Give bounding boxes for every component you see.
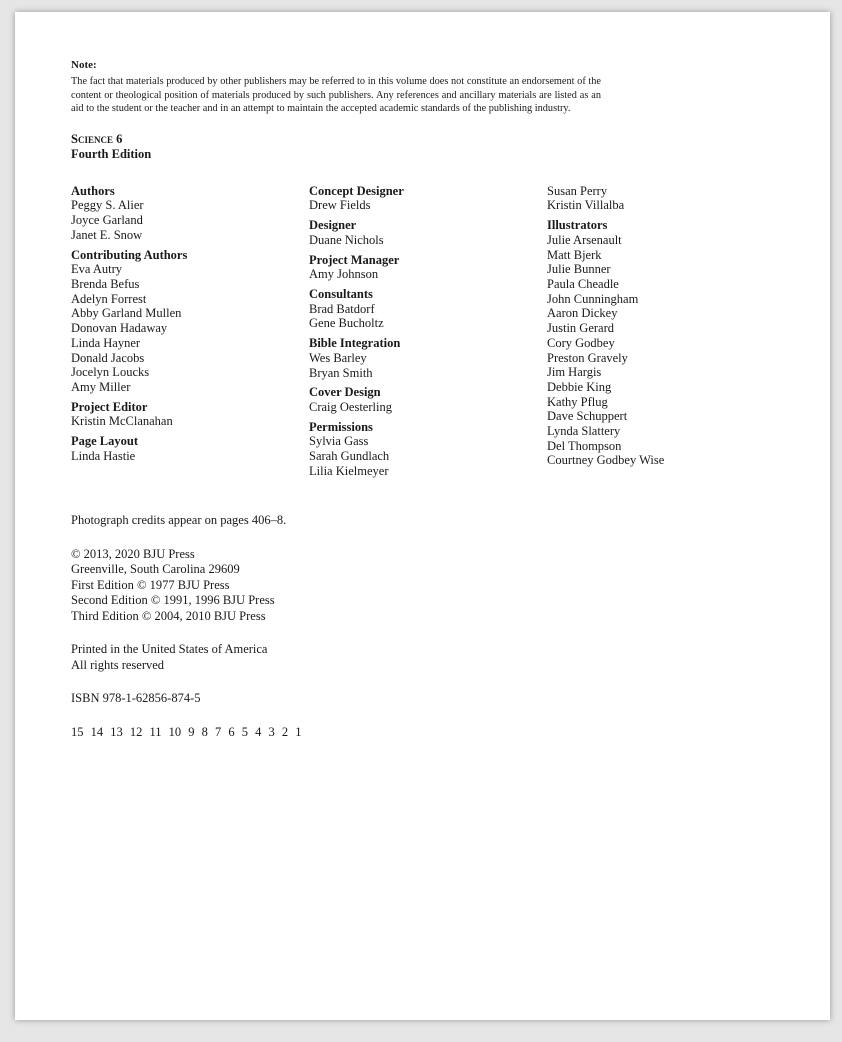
credit-name: Lynda Slattery [547, 424, 621, 439]
credit-group [547, 184, 747, 213]
printing-numbers: 15 14 13 12 11 10 9 8 7 6 5 4 3 2 1 [71, 724, 302, 739]
credit-name: Joyce Garland [71, 213, 143, 228]
credit-group [309, 336, 547, 380]
credit-name: Linda Hayner [71, 335, 141, 350]
credit-group [71, 184, 309, 243]
credit-group [71, 400, 309, 429]
book-title-block [71, 132, 771, 162]
book-title: Science 6 [71, 131, 123, 146]
credit-name: Drew Fields [309, 198, 371, 213]
credit-name: Eva Autry [71, 262, 123, 277]
edition-label: Fourth Edition [71, 146, 152, 161]
credit-name: Del Thompson [547, 438, 622, 453]
edition-history-line: Second Edition © 1991, 1996 BJU Press [71, 593, 275, 608]
credit-group [71, 248, 309, 395]
isbn: ISBN 978-1-62856-874-5 [71, 691, 201, 706]
credit-name: Duane Nichols [309, 232, 384, 247]
credit-name: Adelyn Forrest [71, 291, 147, 306]
copyright-block [71, 547, 771, 625]
copyright-line: © 2013, 2020 BJU Press [71, 546, 195, 561]
credit-name: Justin Gerard [547, 321, 614, 336]
credit-name: Sylvia Gass [309, 434, 369, 449]
credit-group [547, 218, 747, 468]
credit-name: Gene Bucholtz [309, 316, 384, 331]
credit-group [309, 287, 547, 331]
credit-role-heading: Bible Integration [309, 336, 401, 351]
credit-name: Kathy Pflug [547, 394, 608, 409]
credit-name: Debbie King [547, 379, 612, 394]
credit-name: Dave Schuppert [547, 409, 628, 424]
credit-group [309, 253, 547, 282]
credit-group [309, 184, 547, 213]
credit-name: Aaron Dickey [547, 306, 618, 321]
publisher-address: Greenville, South Carolina 29609 [71, 562, 240, 577]
credit-role-heading: Designer [309, 218, 357, 233]
credit-role-heading: Project Manager [309, 252, 400, 267]
credit-name: Courtney Godbey Wise [547, 453, 665, 468]
credit-role-heading: Concept Designer [309, 183, 404, 198]
rights-line: All rights reserved [71, 657, 165, 672]
credit-name: Abby Garland Mullen [71, 306, 182, 321]
credit-name: Bryan Smith [309, 365, 373, 380]
credit-name: Donovan Hadaway [71, 321, 168, 336]
credit-name: Janet E. Snow [71, 227, 143, 242]
credit-name: Brenda Befus [71, 277, 140, 291]
credit-group [309, 218, 547, 247]
credit-name: Kristin Villalba [547, 198, 625, 213]
credit-name: Matt Bjerk [547, 247, 602, 262]
credit-role-heading: Consultants [309, 287, 373, 301]
credit-name: Amy Miller [71, 379, 131, 394]
credit-role-heading: Project Editor [71, 399, 148, 414]
credit-name: Cory Godbey [547, 335, 615, 350]
edition-history-line: First Edition © 1977 BJU Press [71, 577, 230, 592]
credit-name: Preston Gravely [547, 350, 628, 365]
credit-role-heading: Cover Design [309, 385, 381, 400]
printed-in-line: Printed in the United States of America [71, 642, 268, 657]
credit-name: Wes Barley [309, 350, 367, 365]
credit-name: Jocelyn Loucks [71, 365, 150, 380]
credit-name: Donald Jacobs [71, 350, 145, 365]
credit-name: Julie Bunner [547, 262, 611, 277]
credit-name: Kristin McClanahan [71, 414, 173, 429]
credits-section [71, 184, 771, 479]
credit-name: Jim Hargis [547, 365, 602, 380]
credit-name: Peggy S. Alier [71, 198, 144, 213]
credit-name: Susan Perry [547, 183, 608, 198]
credit-name: Sarah Gundlach [309, 449, 390, 464]
credits-column-1 [71, 184, 309, 479]
credit-role-heading: Authors [71, 183, 115, 198]
note-text: The fact that materials produced by other publishers may be referred to in this volume does not constitute an endorsement of the content or theological position of materials produced by such publishers. Any references and ancillary materials are listed as an aid to the student or the teacher and in an attempt to maintain the accepted academic standards of the publishing industry. [71, 76, 601, 115]
credit-name: Paula Cheadle [547, 277, 619, 291]
edition-history-line: Third Edition © 2004, 2010 BJU Press [71, 608, 266, 623]
credit-role-heading: Illustrators [547, 218, 608, 233]
credits-column-2 [309, 184, 547, 479]
credit-role-heading: Page Layout [71, 434, 139, 449]
credit-name: Linda Hastie [71, 448, 136, 463]
credit-role-heading: Contributing Authors [71, 247, 188, 262]
photo-credits-note: Photograph credits appear on pages 406–8. [71, 513, 287, 528]
credit-role-heading: Permissions [309, 419, 373, 434]
note-label: Note: [71, 59, 97, 71]
document-page [15, 12, 830, 1020]
credit-name: Brad Batdorf [309, 301, 375, 316]
credit-name: Julie Arsenault [547, 232, 622, 247]
copyright-page-content [71, 58, 771, 740]
credit-name: Amy Johnson [309, 267, 379, 282]
credits-column-3 [547, 184, 747, 479]
credit-group [71, 434, 309, 463]
credit-group [309, 385, 547, 414]
credit-name: Craig Oesterling [309, 399, 392, 414]
printed-block [71, 642, 771, 673]
credit-name: Lilia Kielmeyer [309, 463, 389, 478]
credit-name: John Cunningham [547, 291, 639, 306]
credit-group [309, 420, 547, 479]
